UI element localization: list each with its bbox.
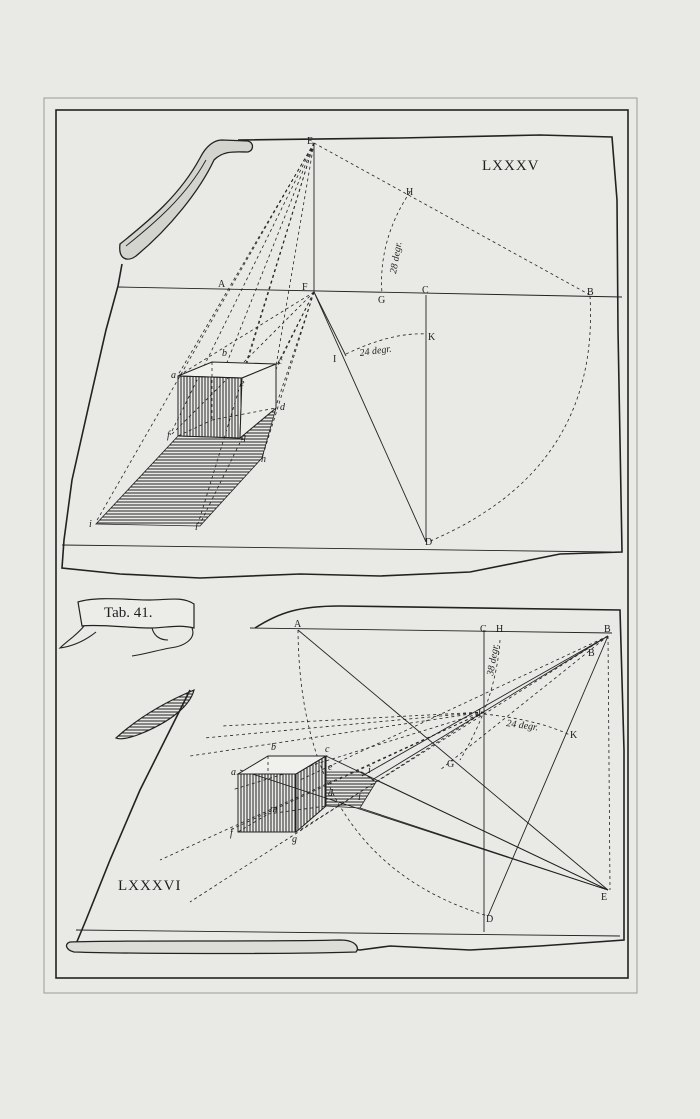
figure-number-top: LXXXV xyxy=(482,158,540,174)
point-K: K xyxy=(428,332,436,343)
point-H-bottom: H xyxy=(496,624,504,635)
point-A-bottom: A xyxy=(294,619,302,630)
cube-letter-a-bottom: a xyxy=(231,767,236,778)
cube-letter-m-bottom: m xyxy=(270,804,278,815)
point-B-bottom: B xyxy=(604,624,611,635)
cube-letter-a: a xyxy=(171,370,176,381)
point-I: I xyxy=(333,354,337,365)
point-A: A xyxy=(218,279,226,290)
point-K-bottom: K xyxy=(570,730,578,741)
point-G: G xyxy=(378,295,386,306)
cube-letter-b-bottom: b xyxy=(271,742,276,753)
cube-letter-b: b xyxy=(222,348,227,359)
cube-letter-e: e xyxy=(240,378,245,389)
cube-letter-d: d xyxy=(280,402,285,413)
cube-letter-i-bottom: i xyxy=(368,765,371,776)
angle-label-upper-bottom: 38 degr. xyxy=(485,642,502,677)
point-C-bottom: C xyxy=(480,624,487,635)
angle-label-upper-top: 28 degr. xyxy=(388,240,405,275)
cube-letter-f-bottom: f xyxy=(230,828,233,839)
cube-letter-c-bottom: c xyxy=(325,744,330,755)
point-F: F xyxy=(302,282,308,293)
point-C: C xyxy=(422,285,429,296)
point-F-bottom: B xyxy=(588,648,595,659)
cube-letter-l-bottom: l xyxy=(358,792,361,803)
point-B: B xyxy=(587,287,594,298)
cube-letter-d-bottom: d xyxy=(328,788,333,799)
cube-letter-g: g xyxy=(241,432,246,443)
angle-label-lower-top: 24 degr. xyxy=(358,343,393,359)
point-E: E xyxy=(307,136,314,147)
rolled-edge-bottom xyxy=(67,940,358,954)
figure-number-bottom: LXXXVI xyxy=(118,878,182,894)
cube-front-face xyxy=(178,376,242,438)
cube-letter-c: c xyxy=(278,356,283,367)
point-G-bottom: G xyxy=(447,759,455,770)
point-D-bottom: D xyxy=(486,914,494,925)
cube-letter-e-bottom: e xyxy=(328,762,333,773)
point-I-bottom: I xyxy=(478,708,482,719)
cube-letter-h: h xyxy=(261,454,266,465)
cube-front-face-bottom xyxy=(238,774,296,832)
point-E-bottom: E xyxy=(601,892,608,903)
tab-label: Tab. 41. xyxy=(104,605,153,621)
cube-letter-f: f xyxy=(167,430,170,441)
cube-letter-i: i xyxy=(89,519,92,530)
point-H: H xyxy=(406,187,414,198)
cube-letter-l: l xyxy=(195,522,198,533)
cube-letter-g-bottom: g xyxy=(292,834,297,845)
angle-label-lower-bottom: 24 degr. xyxy=(505,718,540,734)
point-D: D xyxy=(425,537,433,548)
